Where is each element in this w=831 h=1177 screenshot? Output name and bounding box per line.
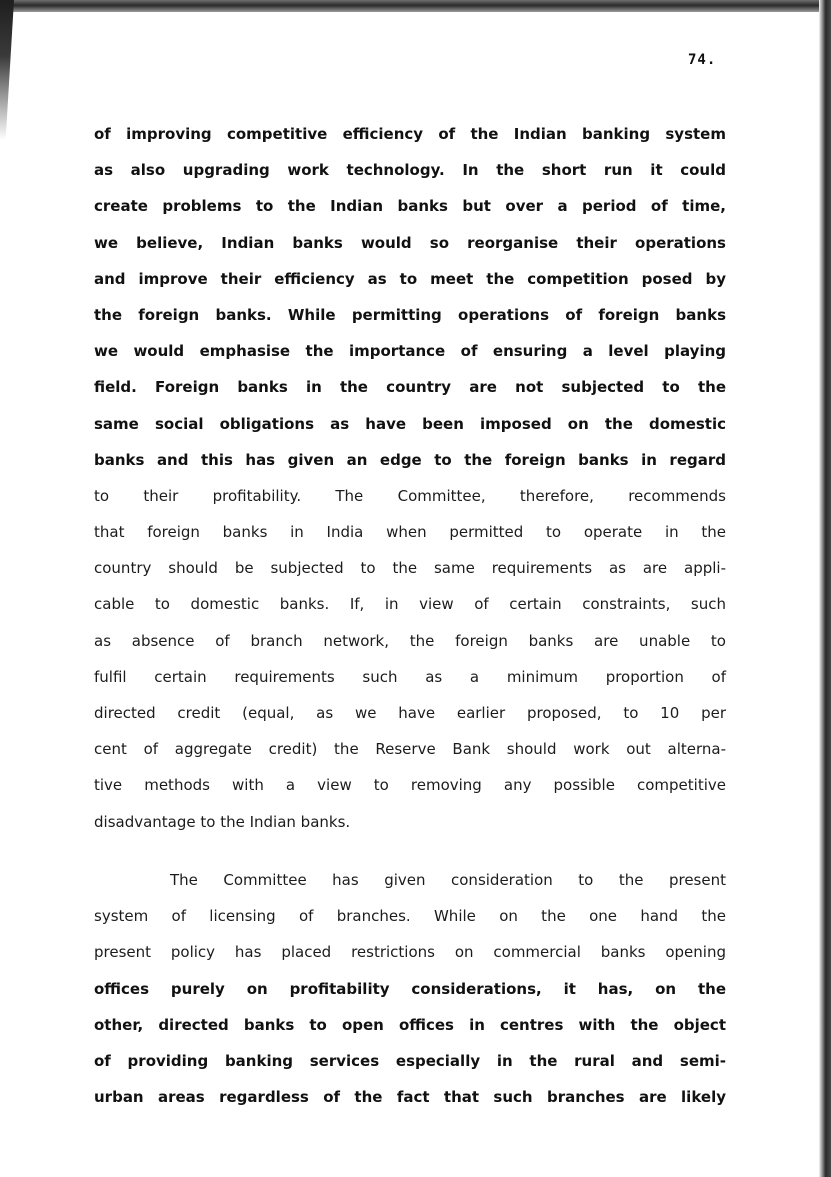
page-number: 74. — [688, 52, 717, 68]
text-line: same social obligations as have been imposed on the domestic — [94, 414, 726, 433]
text-line: cable to domestic banks. If, in view of certain constraints, such — [94, 595, 726, 614]
text-line: tive methods with a view to removing any possible competitive — [94, 776, 726, 795]
text-line: as also upgrading work technology. In the short run it could — [94, 161, 726, 180]
text-line: to their profitability. The Committee, therefore, recommends — [94, 486, 726, 505]
text-line: we would emphasise the importance of ensuring a level playing — [94, 342, 726, 361]
scan-edge-left — [0, 0, 14, 140]
text-line: and improve their efficiency as to meet the competition posed by — [94, 269, 726, 288]
text-line: that foreign banks in India when permitted to operate in the — [94, 523, 726, 542]
text-line: as absence of branch network, the foreign banks are unable to — [94, 631, 726, 650]
text-line: disadvantage to the Indian banks. — [94, 812, 351, 831]
text-line: of providing banking services especially in the rural and semi- — [94, 1051, 726, 1070]
text-line: fulfil certain requirements such as a minimum proportion of — [94, 667, 726, 686]
text-line: The Committee has given consideration to the present — [170, 871, 726, 889]
scan-edge-top — [0, 0, 831, 12]
text-line: banks and this has given an edge to the foreign banks in regard — [94, 450, 726, 469]
paragraph-branch-licensing — [94, 862, 726, 1115]
text-line: field. Foreign banks in the country are not subjected to the — [94, 378, 726, 397]
text-line: urban areas regardless of the fact that such branches are likely — [94, 1088, 726, 1107]
text-line: system of licensing of branches. While on the one hand the — [94, 907, 726, 926]
text-line: directed credit (equal, as we have earlier proposed, to 10 per — [94, 704, 726, 722]
text-line: other, directed banks to open offices in centres with the object — [94, 1015, 726, 1034]
scan-edge-right — [819, 0, 831, 1177]
text-line: the foreign banks. While permitting operations of foreign banks — [94, 305, 726, 324]
paragraph-foreign-banks — [94, 116, 726, 840]
text-line: country should be subjected to the same requirements as are appli- — [94, 559, 726, 578]
text-line: offices purely on profitability considerations, it has, on the — [94, 979, 726, 998]
text-line: cent of aggregate credit) the Reserve Bank should work out alterna- — [94, 740, 726, 759]
text-line: present policy has placed restrictions on commercial banks opening — [94, 943, 726, 962]
text-line: of improving competitive efficiency of the Indian banking system — [94, 125, 726, 143]
text-line: we believe, Indian banks would so reorganise their operations — [94, 233, 726, 252]
text-line: create problems to the Indian banks but over a period of time, — [94, 197, 726, 216]
